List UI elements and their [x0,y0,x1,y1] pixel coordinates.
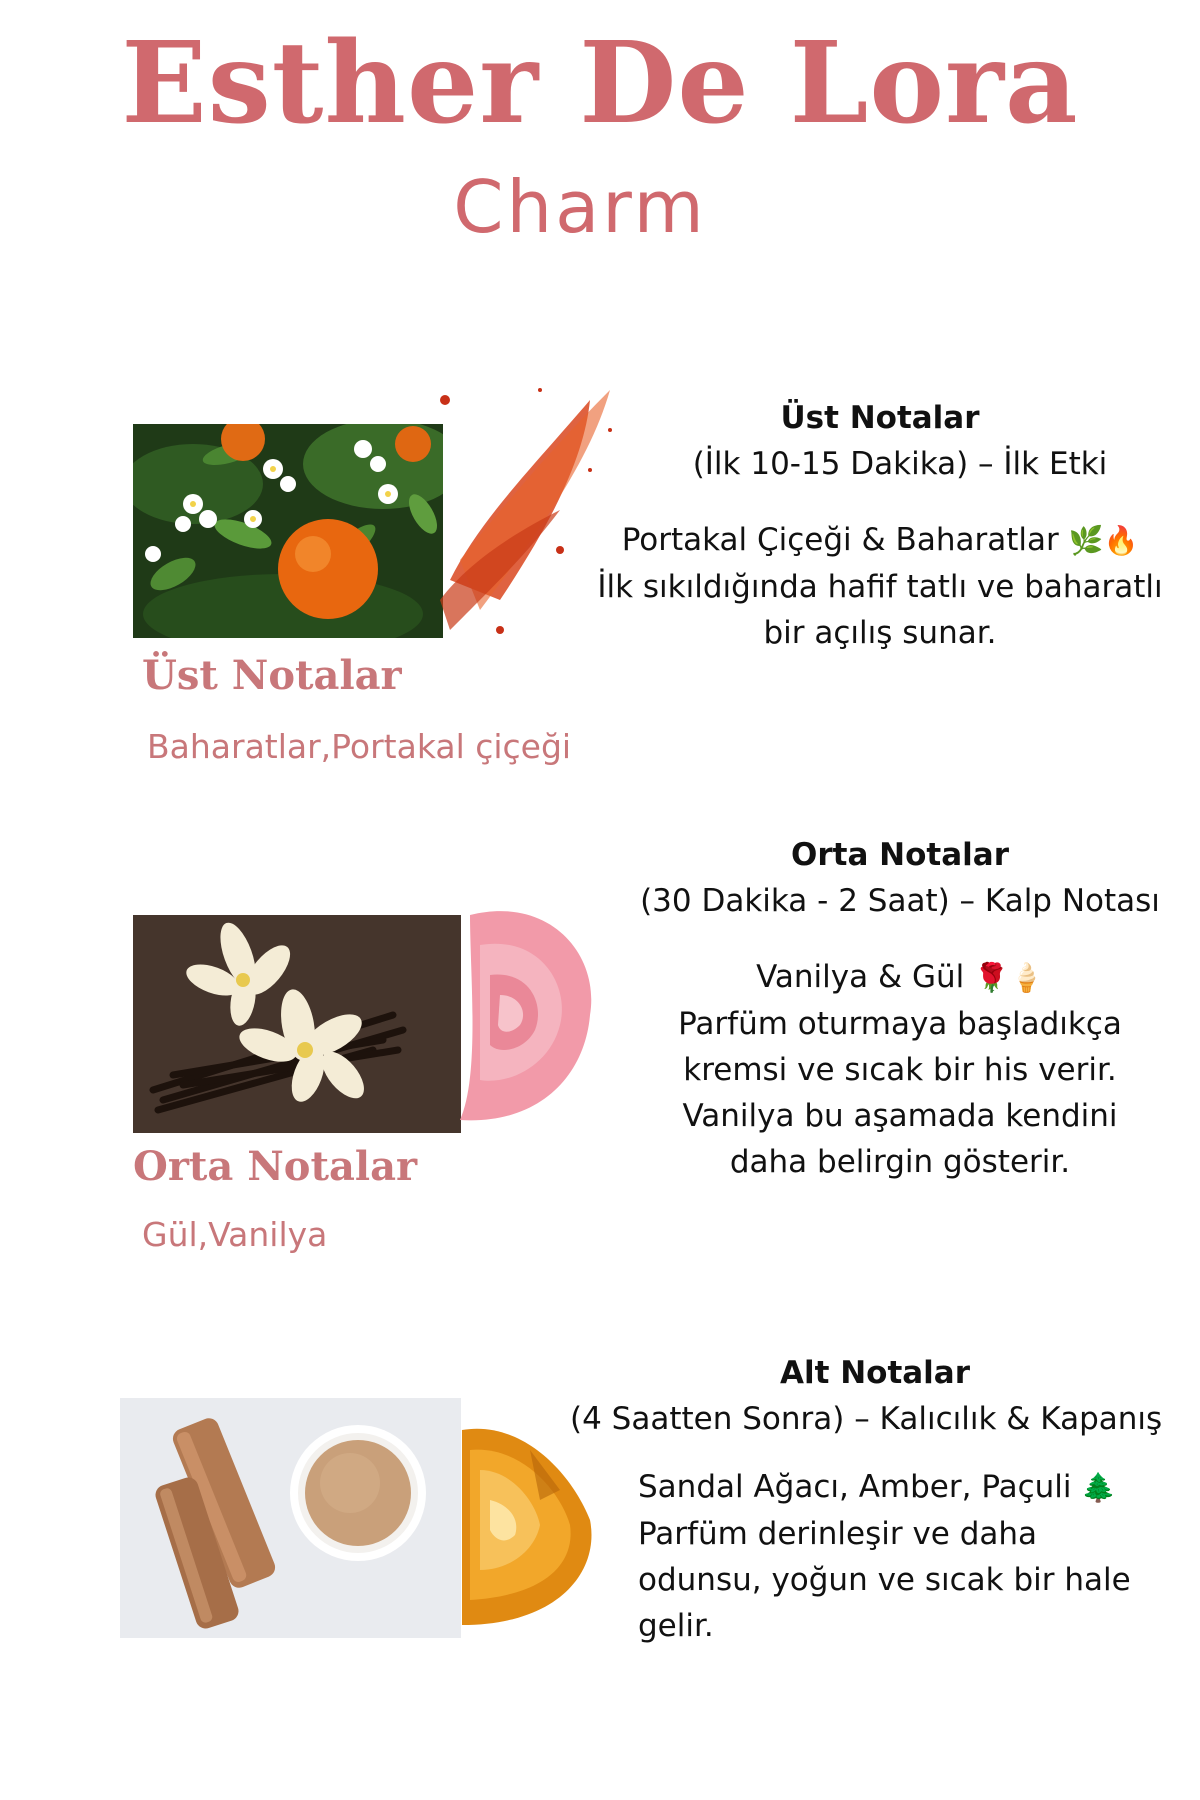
herb-fire-emoji-icon: 🌿🔥 [1068,524,1139,557]
rose-icecream-emoji-icon: 🌹🍦 [974,961,1044,994]
base-body-line-2: odunsu, yoğun ve sıcak bir hale [638,1562,1131,1598]
middle-description [620,832,1180,1185]
sandalwood-photo [120,1398,461,1638]
product-name: Charm [453,165,707,249]
base-timing: (4 Saatten Sonra) – Kalıcılık & Kapanış [570,1401,1163,1437]
orange-blossom-photo [133,424,443,638]
top-description [570,395,1190,656]
base-description [570,1350,1190,1649]
middle-notes-line: Vanilya & Gül 🌹🍦 [756,959,1044,995]
top-timing: (İlk 10-15 Dakika) – İlk Etki [692,446,1108,482]
middle-timing: (30 Dakika - 2 Saat) – Kalp Notası [640,883,1160,919]
middle-body-line-3: Vanilya bu aşamada kendini [682,1098,1118,1134]
brand-title: Esther De Lora [121,18,1079,149]
top-body-line-2: bir açılış sunar. [763,615,997,651]
middle-caption-title: Orta Notalar [133,1143,418,1190]
middle-body-line-4: daha belirgin gösterir. [729,1144,1071,1180]
pink-rose [440,895,600,1135]
base-body-line-1: Parfüm derinleşir ve daha [638,1516,1038,1552]
top-caption-notes: Baharatlar,Portakal çiçeği [147,727,572,766]
base-heading: Alt Notalar [779,1355,971,1391]
top-body-line-1: İlk sıkıldığında hafif tatlı ve baharatlı [597,569,1163,605]
evergreen-tree-emoji-icon: 🌲 [1081,1471,1117,1504]
base-notes-line: Sandal Ağacı, Amber, Paçuli 🌲 [638,1469,1117,1505]
middle-heading: Orta Notalar [791,837,1009,873]
top-heading: Üst Notalar [780,400,980,436]
middle-body-line-1: Parfüm oturmaya başladıkça [678,1006,1122,1042]
top-caption-title: Üst Notalar [142,652,402,699]
top-notes-line: Portakal Çiçeği & Baharatlar 🌿🔥 [621,522,1139,558]
middle-caption-notes: Gül,Vanilya [142,1215,328,1254]
vanilla-flower-photo [133,915,461,1133]
middle-body-line-2: kremsi ve sıcak bir his verir. [683,1052,1117,1088]
base-body-line-3: gelir. [638,1608,714,1644]
